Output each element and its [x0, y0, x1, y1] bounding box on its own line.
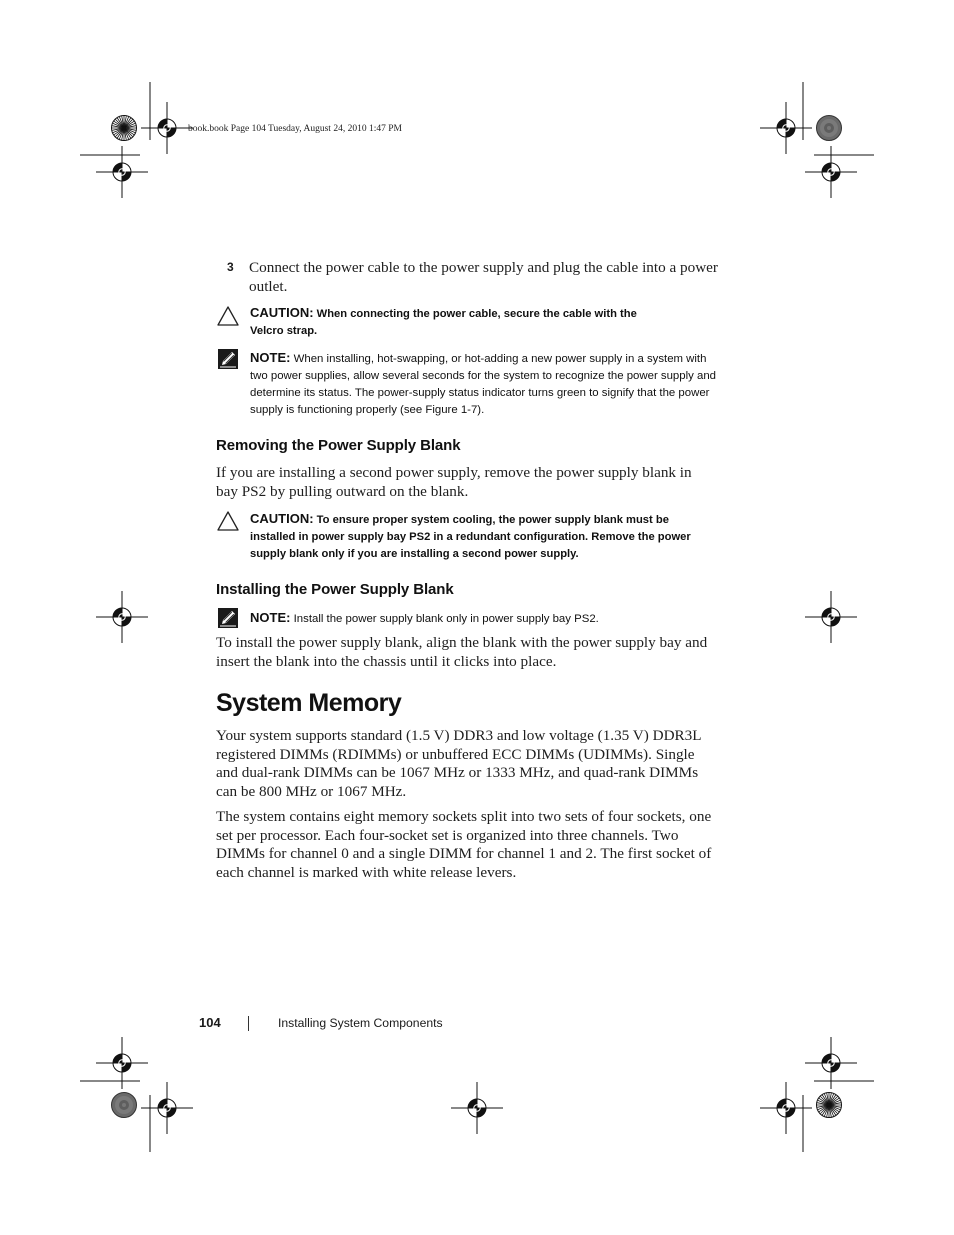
page-number: 104: [199, 1015, 221, 1030]
caution-label: CAUTION:: [250, 511, 314, 526]
footer-chapter-title: Installing System Components: [278, 1016, 443, 1030]
note-notice: [250, 349, 720, 419]
memory-paragraph-2: The system contains eight memory sockets split into two sets of four sockets, one set per processor. Each four-socket set is organized into three channels. Two DIMMs for channel 0 and a single DIMM for channel 1 and 2. The first socket of each channel is marked with white release levers.: [216, 808, 712, 881]
caution-notice: [250, 304, 670, 340]
caution-label: CAUTION:: [250, 305, 314, 320]
step-text: Connect the power cable to the power supply and plug the cable into a power outlet.: [249, 259, 718, 295]
installing-paragraph: To install the power supply blank, align the blank with the power supply bay and insert the blank into the chassis until it clicks into place.: [216, 634, 708, 670]
caution-notice: [250, 510, 710, 563]
removing-paragraph: If you are installing a second power supply, remove the power supply blank in bay PS2 by pulling outward on the blank.: [216, 464, 692, 500]
note-label: NOTE:: [250, 610, 291, 625]
note-notice: [250, 609, 720, 628]
note-label: NOTE:: [250, 350, 291, 365]
note-text: When installing, hot-swapping, or hot-adding a new power supply in a system with two power supplies, allow several seconds for the system to recognize the power supply and determine its status. The power-supply status indicator turns green to signify that the power supply is functioning properly (see Figure 1-7).: [250, 353, 716, 416]
note-text: Install the power supply blank only in power supply bay PS2.: [293, 613, 599, 625]
footer-divider: [248, 1016, 249, 1031]
section-heading-removing: Removing the Power Supply Blank: [216, 437, 461, 454]
caution-triangle-icon: [217, 510, 239, 532]
memory-paragraph-1: Your system supports standard (1.5 V) DDR3 and low voltage (1.35 V) DDR3L registered DIMMs (RDIMMs) or unbuffered ECC DIMMs (UDIMMs). Single and dual-rank DIMMs can be 1067 MHz or 1333 MHz, and quad-rank DIMMs can be 800 MHz or 1067 MHz.: [216, 727, 701, 800]
caution-text: To ensure proper system cooling, the power supply blank must be installed in power supply bay PS2 in a redundant configuration. Remove the power supply blank only if you are installing a second power supply.: [250, 514, 691, 560]
section-heading-memory: System Memory: [216, 689, 402, 717]
step-number: 3: [227, 260, 234, 274]
note-pencil-icon: [217, 607, 239, 629]
note-pencil-icon: [217, 348, 239, 370]
print-slug-header: book.book Page 104 Tuesday, August 24, 2010 1:47 PM: [188, 124, 402, 134]
caution-text: When connecting the power cable, secure the cable with the Velcro strap.: [250, 308, 637, 337]
caution-triangle-icon: [217, 305, 239, 327]
section-heading-installing: Installing the Power Supply Blank: [216, 581, 454, 598]
